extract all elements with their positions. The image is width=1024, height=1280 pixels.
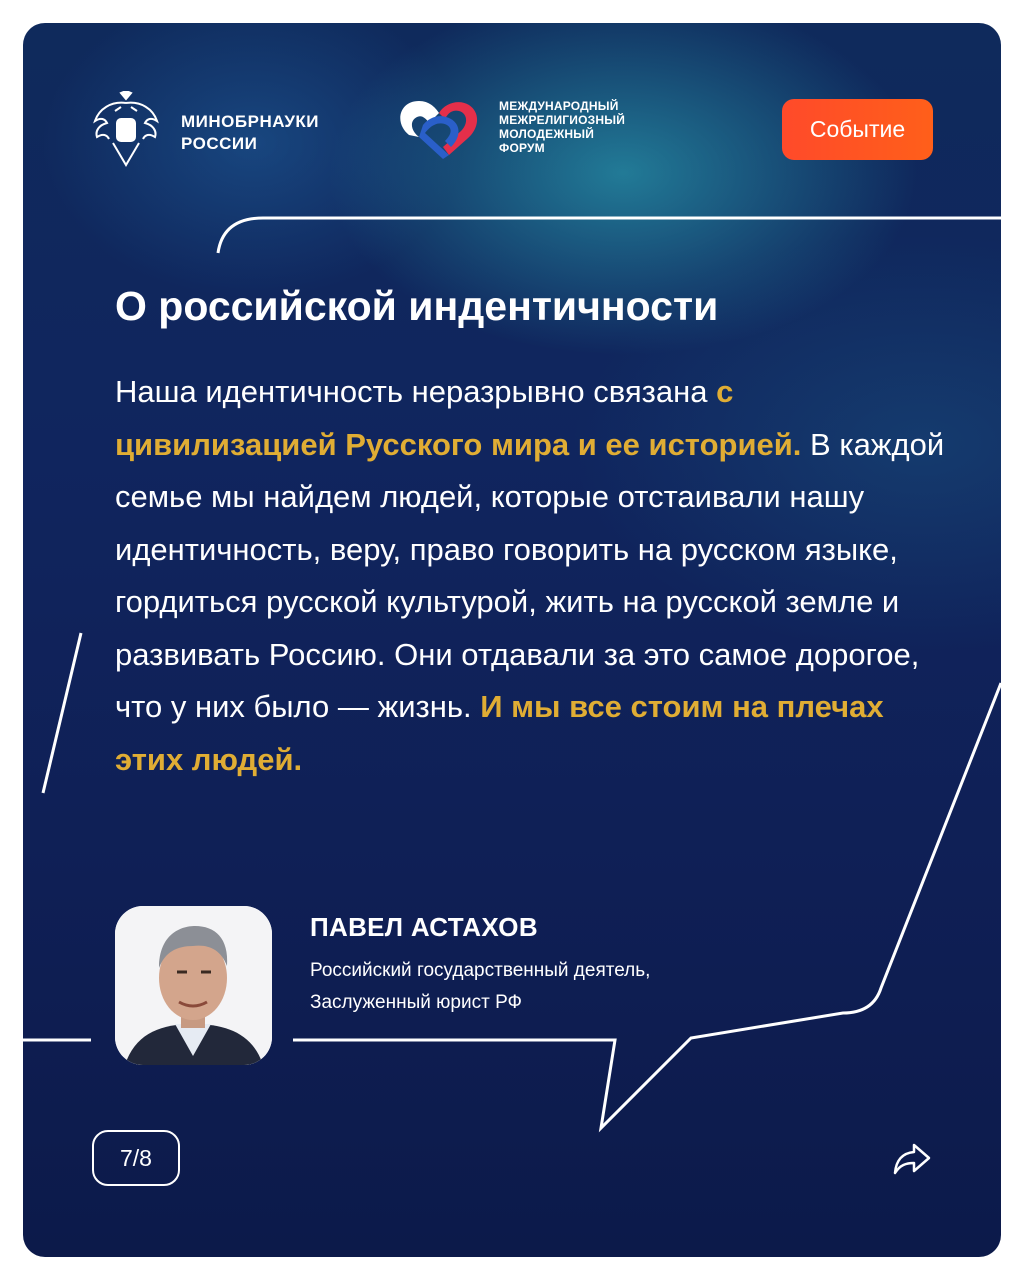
quote-highlight-1: с цивилизацией Русского мира и ее историей. [115, 374, 802, 462]
bubble-left-line [43, 633, 81, 793]
forum-heart-logo [389, 95, 499, 175]
forum-line-2: МЕЖРЕЛИГИОЗНЫЙ [499, 113, 626, 127]
avatar [115, 906, 272, 1065]
event-button[interactable]: Событие [782, 99, 933, 160]
forum-line-1: МЕЖДУНАРОДНЫЙ [499, 99, 619, 113]
slide-card [23, 23, 1001, 1257]
ministry-logo-text [181, 111, 319, 155]
quote-highlight-2: И мы все стоим на плечах этих людей. [115, 689, 884, 777]
portrait-image [115, 906, 272, 1065]
person-role-line-2: Заслуженный юрист РФ [310, 992, 522, 1013]
person-role-line-1: Российский государственный деятель, [310, 960, 651, 981]
person-name: ПАВЕЛ АСТАХОВ [310, 912, 538, 942]
forum-line-4: ФОРУМ [499, 141, 545, 155]
quote-part-1: Наша идентичность неразрывно связана [115, 374, 717, 409]
bubble-top-line [218, 218, 1001, 253]
forum-logo-text [499, 99, 625, 155]
forum-line-3: МОЛОДЕЖНЫЙ [499, 127, 595, 141]
person-role [310, 955, 830, 1019]
share-icon[interactable] [892, 1141, 932, 1177]
ministry-line-1: МИНОБРНАУКИ [181, 112, 320, 131]
quote-part-2: В каждой семье мы найдем людей, которые отстаивали нашу идентичность, веру, право говорить на русском языке, гордиться русской культурой, жить на русской земле и развивать Россию. Они отдавали за это самое дорогое, что у них было — жизнь. [115, 426, 945, 724]
emblem-icon [91, 91, 161, 169]
slide-title: О российской индентичности [115, 283, 719, 329]
ministry-line-2: РОССИИ [181, 134, 258, 153]
page-counter: 7/8 [92, 1130, 180, 1186]
quote-text [115, 366, 945, 786]
